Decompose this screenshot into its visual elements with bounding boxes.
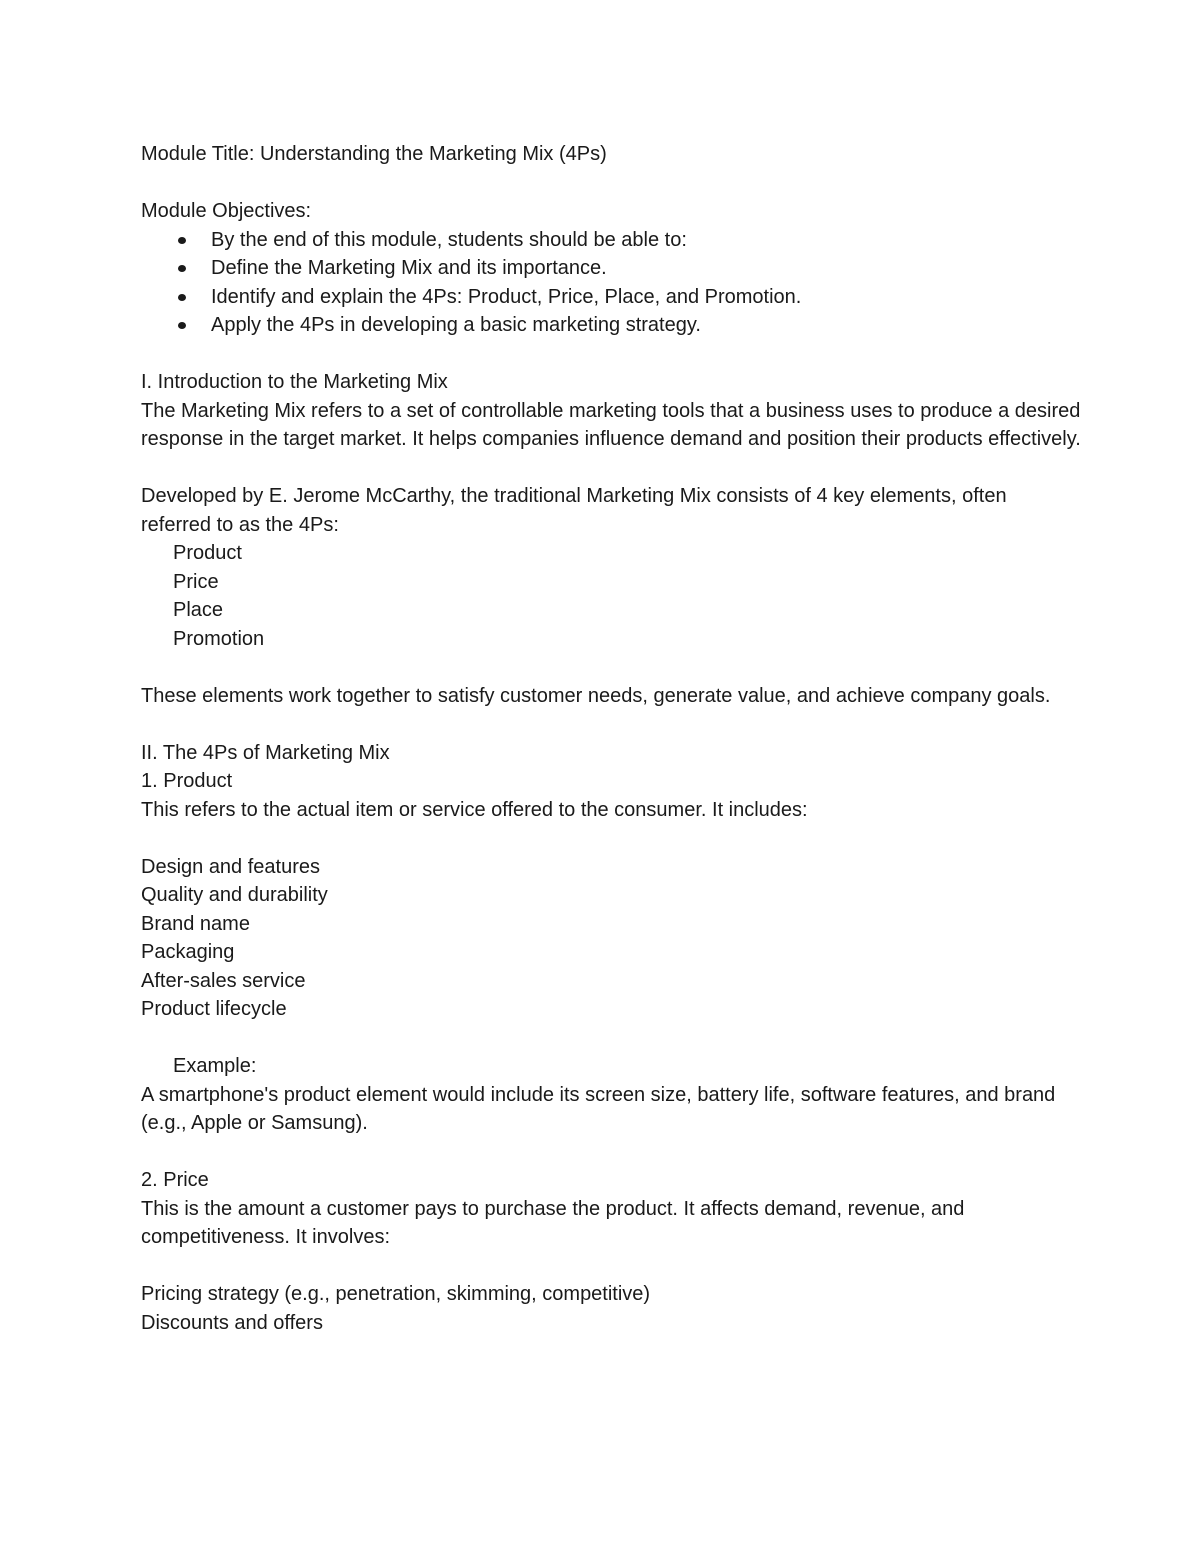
price-item: Discounts and offers xyxy=(141,1311,323,1334)
spacer xyxy=(141,340,1081,369)
bullet-icon xyxy=(178,237,186,244)
section1-paragraph: The Marketing Mix refers to a set of controllable marketing tools that a business uses to produce a desired response in the target market. It helps companies influence demand and position their products effectively. xyxy=(141,399,1081,450)
price-item: Pricing strategy (e.g., penetration, skimming, competitive) xyxy=(141,1283,651,1305)
four-ps-item: Promotion xyxy=(173,627,265,650)
spacer xyxy=(141,710,1081,739)
spacer xyxy=(141,169,1081,198)
objectives-heading: Module Objectives: xyxy=(141,200,312,222)
list-item-text: Identify and explain the 4Ps: Product, Price, Place, and Promotion. xyxy=(211,285,802,308)
product-item: After-sales service xyxy=(141,969,306,992)
list-item-text: By the end of this module, students should be able to: xyxy=(211,228,687,251)
product-item: Packaging xyxy=(141,941,235,963)
product-intro: This refers to the actual item or service offered to the consumer. It includes: xyxy=(141,798,808,821)
section1-paragraph: These elements work together to satisfy customer needs, generate value, and achieve company goals. xyxy=(141,684,1051,707)
price-intro: This is the amount a customer pays to purchase the product. It affects demand, revenue, and competitiveness. It involves: xyxy=(141,1197,965,1248)
product-item: Brand name xyxy=(141,912,250,935)
list-item-text: Define the Marketing Mix and its importance. xyxy=(211,257,607,279)
list-item xyxy=(141,254,1081,283)
product-item: Quality and durability xyxy=(141,884,328,906)
four-ps-item: Product xyxy=(173,542,242,564)
spacer xyxy=(141,1138,1081,1167)
list-item xyxy=(141,311,1081,340)
example-label: Example: xyxy=(173,1055,257,1077)
document-page xyxy=(141,140,1081,1337)
example-text: A smartphone's product element would include its screen size, battery life, software features, and brand (e.g., Apple or Samsung). xyxy=(141,1083,1056,1134)
objectives-list xyxy=(141,226,1081,340)
list-item-text: Apply the 4Ps in developing a basic marketing strategy. xyxy=(211,314,701,336)
product-heading: 1. Product xyxy=(141,770,233,792)
product-item: Design and features xyxy=(141,855,321,878)
section2-heading: II. The 4Ps of Marketing Mix xyxy=(141,741,390,764)
list-item xyxy=(141,226,1081,255)
price-heading: 2. Price xyxy=(141,1169,209,1191)
spacer xyxy=(141,1252,1081,1281)
section1-paragraph: Developed by E. Jerome McCarthy, the traditional Marketing Mix consists of 4 key elements, often referred to as the 4Ps: xyxy=(141,485,1007,536)
spacer xyxy=(141,653,1081,682)
bullet-icon xyxy=(178,294,186,301)
bullet-icon xyxy=(178,322,186,329)
spacer xyxy=(141,1024,1081,1053)
product-item: Product lifecycle xyxy=(141,998,287,1020)
four-ps-item: Place xyxy=(173,599,224,621)
spacer xyxy=(141,454,1081,483)
bullet-icon xyxy=(178,265,186,272)
list-item xyxy=(141,283,1081,312)
module-title: Module Title: Understanding the Marketing Mix (4Ps) xyxy=(141,143,607,165)
four-ps-item: Price xyxy=(173,570,219,593)
section1-heading: I. Introduction to the Marketing Mix xyxy=(141,371,448,393)
spacer xyxy=(141,824,1081,853)
